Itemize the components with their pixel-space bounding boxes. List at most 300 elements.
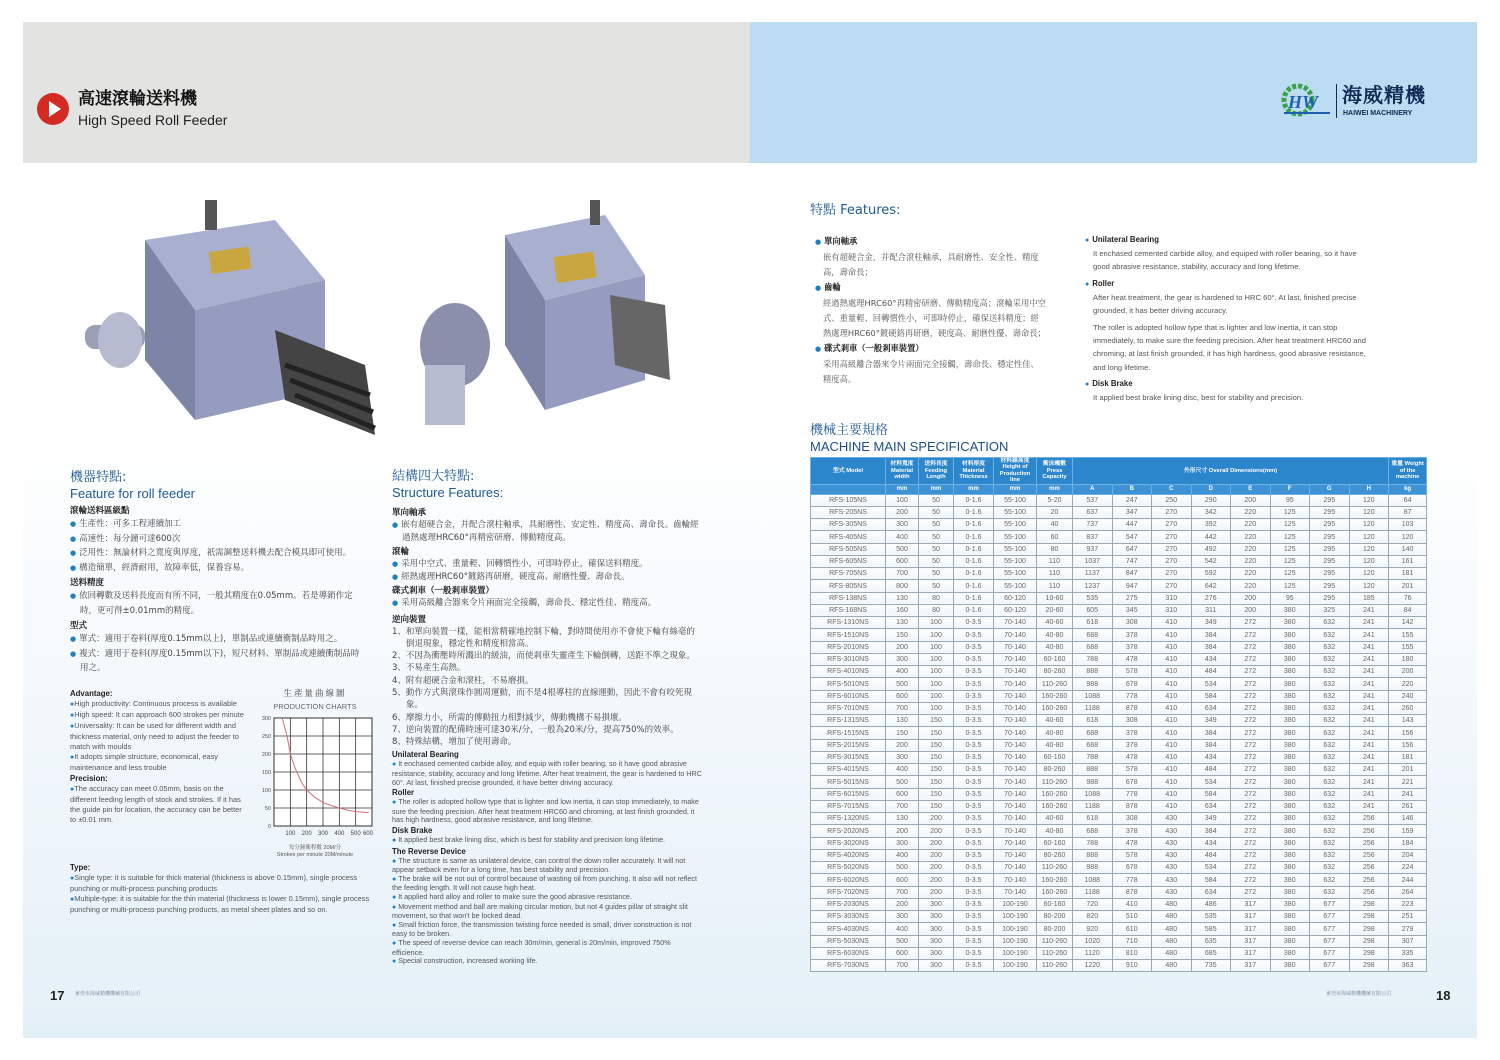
model-cell: RFS-7010NS (811, 702, 886, 714)
bullet-icon: ● (392, 799, 399, 807)
value-cell: 84 (1389, 604, 1427, 616)
value-cell: 40-80 (1037, 641, 1073, 653)
value-cell: 678 (1112, 862, 1152, 874)
value-cell: 110-260 (1037, 862, 1073, 874)
value-cell: 80 (919, 592, 954, 604)
chart-xlabel-en: Strokes per minute 20M/minute (276, 851, 354, 858)
value-cell: 384 (1191, 629, 1231, 641)
value-cell: 0-1.6 (954, 543, 994, 555)
value-cell: 80-260 (1037, 849, 1073, 861)
value-cell: 70-140 (994, 776, 1037, 788)
value-cell: 1188 (1073, 886, 1113, 898)
value-cell: 290 (1191, 494, 1231, 506)
value-cell: 272 (1231, 690, 1271, 702)
value-cell: 70-140 (994, 862, 1037, 874)
y-tick-label: 300 (261, 715, 271, 722)
value-cell: 634 (1191, 886, 1231, 898)
value-cell: 788 (1073, 751, 1113, 763)
value-cell: 0-1.6 (954, 604, 994, 616)
value-cell: 70-140 (994, 825, 1037, 837)
value-cell: 632 (1310, 874, 1350, 886)
value-cell: 778 (1112, 690, 1152, 702)
value-cell: 120 (1349, 531, 1389, 543)
value-cell: 0-3.5 (954, 764, 994, 776)
feature-text: The roller is adopted hollow type that is lighter and low inertia, it can stop immediately, to make sure the feeding precision. After heat treatment HRC60 and chroming, at last finish grounded, it has high hardness, good abrasive resistance, and long lifetime. (1093, 322, 1366, 372)
feature-heading: ● Disk Brake (1085, 377, 1375, 391)
value-cell: 380 (1270, 776, 1310, 788)
table-row (811, 849, 1427, 861)
value-cell: 272 (1231, 813, 1271, 825)
value-cell: 80-200 (1037, 911, 1073, 923)
header-width: 材料寬度 Material width (886, 458, 919, 485)
value-cell: 737 (1073, 519, 1113, 531)
value-cell: 0-1.6 (954, 531, 994, 543)
value-cell: 275 (1112, 592, 1152, 604)
table-row (811, 947, 1427, 959)
value-cell: 201 (1389, 764, 1427, 776)
value-cell: 308 (1112, 617, 1152, 629)
value-cell: 937 (1073, 543, 1113, 555)
model-cell: RFS-2020NS (811, 825, 886, 837)
value-cell: 146 (1389, 813, 1427, 825)
value-cell: 120 (1349, 580, 1389, 592)
bullet-icon: ● (392, 958, 399, 966)
value-cell: 584 (1191, 690, 1231, 702)
value-cell: 380 (1270, 886, 1310, 898)
table-row (811, 531, 1427, 543)
value-cell: 50 (919, 494, 954, 506)
value-cell: 150 (919, 715, 954, 727)
value-cell: 260 (1389, 702, 1427, 714)
value-cell: 480 (1152, 898, 1192, 910)
value-cell: 0-3.5 (954, 800, 994, 812)
value-cell: 295 (1310, 506, 1350, 518)
value-cell: 632 (1310, 715, 1350, 727)
structure-column (392, 469, 702, 967)
value-cell: 480 (1152, 923, 1192, 935)
value-cell: 0-1.6 (954, 592, 994, 604)
value-cell: 150 (886, 629, 919, 641)
value-cell: 534 (1191, 678, 1231, 690)
section-heading: The Reverse Device (392, 846, 466, 856)
value-cell: 0-3.5 (954, 641, 994, 653)
y-tick-label: 150 (261, 769, 271, 776)
value-cell: 125 (1270, 531, 1310, 543)
chart-xlabel-cn: 每分鐘衝程數 20M/分 (288, 844, 342, 851)
value-cell: 0-3.5 (954, 690, 994, 702)
value-cell: 200 (919, 874, 954, 886)
model-cell: RFS-5020NS (811, 862, 886, 874)
value-cell: 317 (1231, 911, 1271, 923)
value-cell: 272 (1231, 886, 1271, 898)
value-cell: 201 (1389, 580, 1427, 592)
value-cell: 677 (1310, 911, 1350, 923)
value-cell: 100 (919, 678, 954, 690)
value-cell: 100-190 (994, 960, 1037, 972)
value-cell: 300 (919, 911, 954, 923)
value-cell: 1088 (1073, 690, 1113, 702)
table-row (811, 800, 1427, 812)
bullet-icon: ● (392, 894, 399, 901)
value-cell: 480 (1152, 911, 1192, 923)
value-cell: 400 (886, 764, 919, 776)
value-cell: 0-3.5 (954, 813, 994, 825)
value-cell: 264 (1389, 886, 1427, 898)
value-cell: 632 (1310, 678, 1350, 690)
value-cell: 810 (1112, 947, 1152, 959)
value-cell: 632 (1310, 813, 1350, 825)
value-cell: 632 (1310, 788, 1350, 800)
value-cell: 156 (1389, 739, 1427, 751)
value-cell: 55-100 (994, 506, 1037, 518)
table-row (811, 751, 1427, 763)
advantage-heading: Advantage: (70, 688, 113, 698)
value-cell: 1020 (1073, 935, 1113, 947)
value-cell: 100-190 (994, 911, 1037, 923)
value-cell: 100-190 (994, 947, 1037, 959)
left-column (70, 470, 376, 915)
value-cell: 60-160 (1037, 751, 1073, 763)
value-cell: 778 (1112, 788, 1152, 800)
value-cell: 688 (1073, 641, 1113, 653)
value-cell: 70-140 (994, 666, 1037, 678)
value-cell: 605 (1073, 604, 1113, 616)
value-cell: 200 (919, 886, 954, 898)
value-cell: 634 (1191, 702, 1231, 714)
value-cell: 642 (1191, 580, 1231, 592)
unit-cell: mm (954, 484, 994, 494)
logo-cn: 海威精機 (1342, 83, 1426, 107)
value-cell: 688 (1073, 739, 1113, 751)
value-cell: 632 (1310, 825, 1350, 837)
value-cell: 256 (1349, 825, 1389, 837)
value-cell: 300 (919, 898, 954, 910)
value-cell: 400 (886, 531, 919, 543)
item-text: It applied hard alloy and roller to make sure the good abrasive resistance. (398, 892, 632, 901)
table-row (811, 653, 1427, 665)
value-cell: 220 (1231, 580, 1271, 592)
model-cell: RFS-2030NS (811, 898, 886, 910)
value-cell: 430 (1152, 825, 1192, 837)
value-cell: 110-260 (1037, 947, 1073, 959)
value-cell: 295 (1310, 543, 1350, 555)
value-cell: 800 (886, 580, 919, 592)
value-cell: 1188 (1073, 800, 1113, 812)
value-cell: 500 (886, 862, 919, 874)
value-cell: 888 (1073, 764, 1113, 776)
value-cell: 50 (919, 555, 954, 567)
value-cell: 241 (1349, 800, 1389, 812)
unit-cell: A (1073, 484, 1113, 494)
value-cell: 478 (1112, 653, 1152, 665)
value-cell: 241 (1389, 788, 1427, 800)
value-cell: 250 (1152, 494, 1192, 506)
value-cell: 272 (1231, 715, 1271, 727)
feature-heading: ● 碟式剎車（一般剎車裝置） (815, 341, 1047, 357)
list-item: 7、逆向裝置的配備時速可達30米/分，一般為20米/分，提高750%的效率。 (392, 724, 679, 735)
value-cell: 1120 (1073, 947, 1113, 959)
header-height: 材料線高度 Height of Production line (994, 458, 1037, 485)
list-item: ● 依回轉數及送料長度而有所不同，一般其精度在0.05mm。若是導銷作定時，更可得±0.01mm的精度。 (70, 589, 360, 618)
value-cell: 241 (1349, 629, 1389, 641)
value-cell: 747 (1112, 555, 1152, 567)
y-tick-label: 100 (261, 787, 271, 794)
x-tick-label: 100 (285, 830, 296, 837)
logo-en: HAIWEI MACHINERY (1343, 110, 1413, 117)
value-cell: 0-3.5 (954, 923, 994, 935)
value-cell: 0-3.5 (954, 960, 994, 972)
value-cell: 10-60 (1037, 592, 1073, 604)
value-cell: 410 (1152, 653, 1192, 665)
value-cell: 947 (1112, 580, 1152, 592)
value-cell: 181 (1389, 568, 1427, 580)
structure-title-cn: 結構四大特點: (392, 469, 475, 484)
x-tick-label: 300 (317, 830, 329, 837)
model-cell: RFS-4015NS (811, 764, 886, 776)
hw-gear-logo-icon (1278, 82, 1334, 118)
list-item: 3、不易產生高熱。 (392, 663, 466, 674)
spec-table (810, 457, 1427, 972)
value-cell: 272 (1231, 617, 1271, 629)
value-cell: 40-80 (1037, 629, 1073, 641)
value-cell: 130 (886, 715, 919, 727)
value-cell: 677 (1310, 923, 1350, 935)
value-cell: 55-100 (994, 494, 1037, 506)
value-cell: 547 (1112, 531, 1152, 543)
list-item: ●High speed: It can approach 600 strokes per minute (70, 709, 244, 719)
list-item: ●Single type: it is suitable for thick material (thickness is above 0.15mm), single process punching or multi-process punching products (70, 872, 358, 893)
value-cell: 220 (1231, 543, 1271, 555)
value-cell: 270 (1152, 531, 1192, 543)
value-cell: 688 (1073, 727, 1113, 739)
value-cell: 380 (1270, 629, 1310, 641)
value-cell: 70-140 (994, 690, 1037, 702)
value-cell: 295 (1310, 531, 1350, 543)
value-cell: 64 (1389, 494, 1427, 506)
model-cell: RFS-1510NS (811, 629, 886, 641)
value-cell: 380 (1270, 849, 1310, 861)
value-cell: 478 (1112, 751, 1152, 763)
value-cell: 100-190 (994, 935, 1037, 947)
value-cell: 270 (1152, 506, 1192, 518)
item-text: It enchased cemented carbide alloy, and equip with roller bearing, so it have good abrasive resistance, stability, accuracy and long lifetime. After heat treatment, the gear is hardened to HRC 60°. At last, finished precise grounded, it have better driving accuracy. (392, 759, 702, 787)
model-cell: RFS-4020NS (811, 849, 886, 861)
model-cell: RFS-168NS (811, 604, 886, 616)
value-cell: 200 (886, 641, 919, 653)
value-cell: 700 (886, 960, 919, 972)
feature-heading: ● Unilateral Bearing (1085, 233, 1375, 247)
table-row (811, 886, 1427, 898)
section-heading: 逆向裝置 (392, 614, 427, 625)
value-cell: 584 (1191, 874, 1231, 886)
unit-cell: F (1270, 484, 1310, 494)
value-cell: 410 (1152, 690, 1192, 702)
value-cell: 0-3.5 (954, 788, 994, 800)
value-cell: 837 (1073, 531, 1113, 543)
value-cell: 272 (1231, 874, 1271, 886)
value-cell: 241 (1349, 764, 1389, 776)
value-cell: 272 (1231, 666, 1271, 678)
value-cell: 241 (1349, 678, 1389, 690)
value-cell: 40-80 (1037, 739, 1073, 751)
value-cell: 300 (919, 935, 954, 947)
value-cell: 100-190 (994, 923, 1037, 935)
value-cell: 276 (1191, 592, 1231, 604)
value-cell: 295 (1310, 568, 1350, 580)
value-cell: 50 (919, 531, 954, 543)
model-cell: RFS-605NS (811, 555, 886, 567)
value-cell: 484 (1191, 764, 1231, 776)
precision-heading: Precision: (70, 773, 108, 783)
section-heading: 碟式剎車（一般剎車裝置） (392, 586, 495, 596)
value-cell: 40-80 (1037, 825, 1073, 837)
value-cell: 150 (919, 764, 954, 776)
table-row (811, 837, 1427, 849)
value-cell: 688 (1073, 629, 1113, 641)
value-cell: 55-100 (994, 568, 1037, 580)
value-cell: 410 (1152, 666, 1192, 678)
table-row (811, 580, 1427, 592)
list-item: ● 構造簡單，經濟耐用，故障率低，保養容易。 (70, 561, 360, 576)
unit-cell: E (1231, 484, 1271, 494)
y-tick-label: 50 (264, 805, 271, 812)
value-cell: 76 (1389, 592, 1427, 604)
header-press: 衝床噸數 Press Capacity (1037, 458, 1073, 485)
value-cell: 241 (1349, 666, 1389, 678)
value-cell: 500 (886, 678, 919, 690)
value-cell: 888 (1073, 666, 1113, 678)
feature-text: After heat treatment, the gear is hardened to HRC 60°. At last, finished precise grounded, it has better driving accuracy. (1093, 292, 1357, 316)
value-cell: 380 (1270, 727, 1310, 739)
list-item (392, 836, 702, 846)
table-row (811, 617, 1427, 629)
feature-text: 嵌有超硬合金，并配合滾柱軸承，具耐磨性、安全性、精度高，壽命長； (823, 252, 1039, 277)
model-cell: RFS-4030NS (811, 923, 886, 935)
y-tick-label: 250 (261, 733, 271, 740)
value-cell: 384 (1191, 727, 1231, 739)
list-item: 4、附有超硬合金和滾柱，不易磨損。 (392, 675, 534, 686)
value-cell: 632 (1310, 653, 1350, 665)
value-cell: 0-3.5 (954, 653, 994, 665)
value-cell: 534 (1191, 776, 1231, 788)
value-cell: 110-260 (1037, 678, 1073, 690)
spec-title-cn: 機械主要規格 (810, 423, 889, 438)
value-cell: 125 (1270, 519, 1310, 531)
left-english-block (70, 688, 246, 825)
value-cell: 632 (1310, 886, 1350, 898)
value-cell: 0-3.5 (954, 739, 994, 751)
value-cell: 272 (1231, 776, 1271, 788)
value-cell: 988 (1073, 776, 1113, 788)
value-cell: 510 (1112, 911, 1152, 923)
production-chart-box (254, 688, 376, 859)
value-cell: 347 (1112, 506, 1152, 518)
page-number-left: 17 (50, 988, 65, 1003)
value-cell: 380 (1270, 641, 1310, 653)
value-cell: 380 (1270, 715, 1310, 727)
value-cell: 143 (1389, 715, 1427, 727)
value-cell: 272 (1231, 678, 1271, 690)
value-cell: 578 (1112, 666, 1152, 678)
value-cell: 70-140 (994, 886, 1037, 898)
value-cell: 0-3.5 (954, 617, 994, 629)
value-cell: 125 (1270, 580, 1310, 592)
value-cell: 0-3.5 (954, 874, 994, 886)
value-cell: 380 (1270, 751, 1310, 763)
table-row (811, 739, 1427, 751)
table-row (811, 715, 1427, 727)
value-cell: 484 (1191, 666, 1231, 678)
value-cell: 430 (1152, 874, 1192, 886)
value-cell: 160-260 (1037, 788, 1073, 800)
value-cell: 220 (1231, 568, 1271, 580)
table-row (811, 592, 1427, 604)
value-cell: 200 (1389, 666, 1427, 678)
value-cell: 410 (1152, 702, 1192, 714)
value-cell: 847 (1112, 568, 1152, 580)
value-cell: 159 (1389, 825, 1427, 837)
value-cell: 0-1.6 (954, 580, 994, 592)
value-cell: 200 (919, 862, 954, 874)
bullet-icon: ● (392, 857, 399, 865)
value-cell: 492 (1191, 543, 1231, 555)
value-cell: 125 (1270, 555, 1310, 567)
chart-title-cn: 生產量曲線圖 (283, 688, 347, 699)
value-cell: 270 (1152, 543, 1192, 555)
value-cell: 185 (1349, 592, 1389, 604)
value-cell: 241 (1349, 751, 1389, 763)
value-cell: 632 (1310, 776, 1350, 788)
section-heading: Unilateral Bearing (392, 750, 459, 760)
value-cell: 600 (886, 555, 919, 567)
table-row (811, 727, 1427, 739)
x-tick-label: 600 (362, 830, 374, 837)
value-cell: 1088 (1073, 874, 1113, 886)
bullet-icon: ● (392, 921, 399, 929)
value-cell: 380 (1270, 898, 1310, 910)
value-cell: 410 (1152, 678, 1192, 690)
type-heading: Type: (70, 862, 91, 872)
list-item: 8、特殊結構，增加了使用壽命。 (392, 737, 517, 748)
reverse-list (392, 626, 702, 749)
value-cell: 100-190 (994, 898, 1037, 910)
value-cell: 618 (1073, 617, 1113, 629)
value-cell: 50 (919, 506, 954, 518)
value-cell: 241 (1349, 702, 1389, 714)
item-text: Special construction, increased working life. (398, 956, 538, 966)
section-heading: 滾輪送料區級點 (70, 506, 130, 516)
value-cell: 60-160 (1037, 837, 1073, 849)
bullet-icon: ● (392, 837, 399, 845)
table-row (811, 813, 1427, 825)
model-cell: RFS-5015NS (811, 776, 886, 788)
logo-divider (1336, 84, 1337, 118)
value-cell: 632 (1310, 727, 1350, 739)
value-cell: 0-3.5 (954, 886, 994, 898)
value-cell: 0-3.5 (954, 935, 994, 947)
value-cell: 241 (1349, 776, 1389, 788)
value-cell: 410 (1152, 715, 1192, 727)
header-model: 型式 Model (811, 458, 886, 485)
value-cell: 241 (1349, 641, 1389, 653)
table-row (811, 568, 1427, 580)
value-cell: 200 (886, 898, 919, 910)
value-cell: 632 (1310, 629, 1350, 641)
value-cell: 378 (1112, 727, 1152, 739)
item-text: Small friction force, the transmission twisting force needed is small, driver construction is not easy to be broken. (392, 919, 692, 939)
table-row (811, 604, 1427, 616)
value-cell: 155 (1389, 641, 1427, 653)
